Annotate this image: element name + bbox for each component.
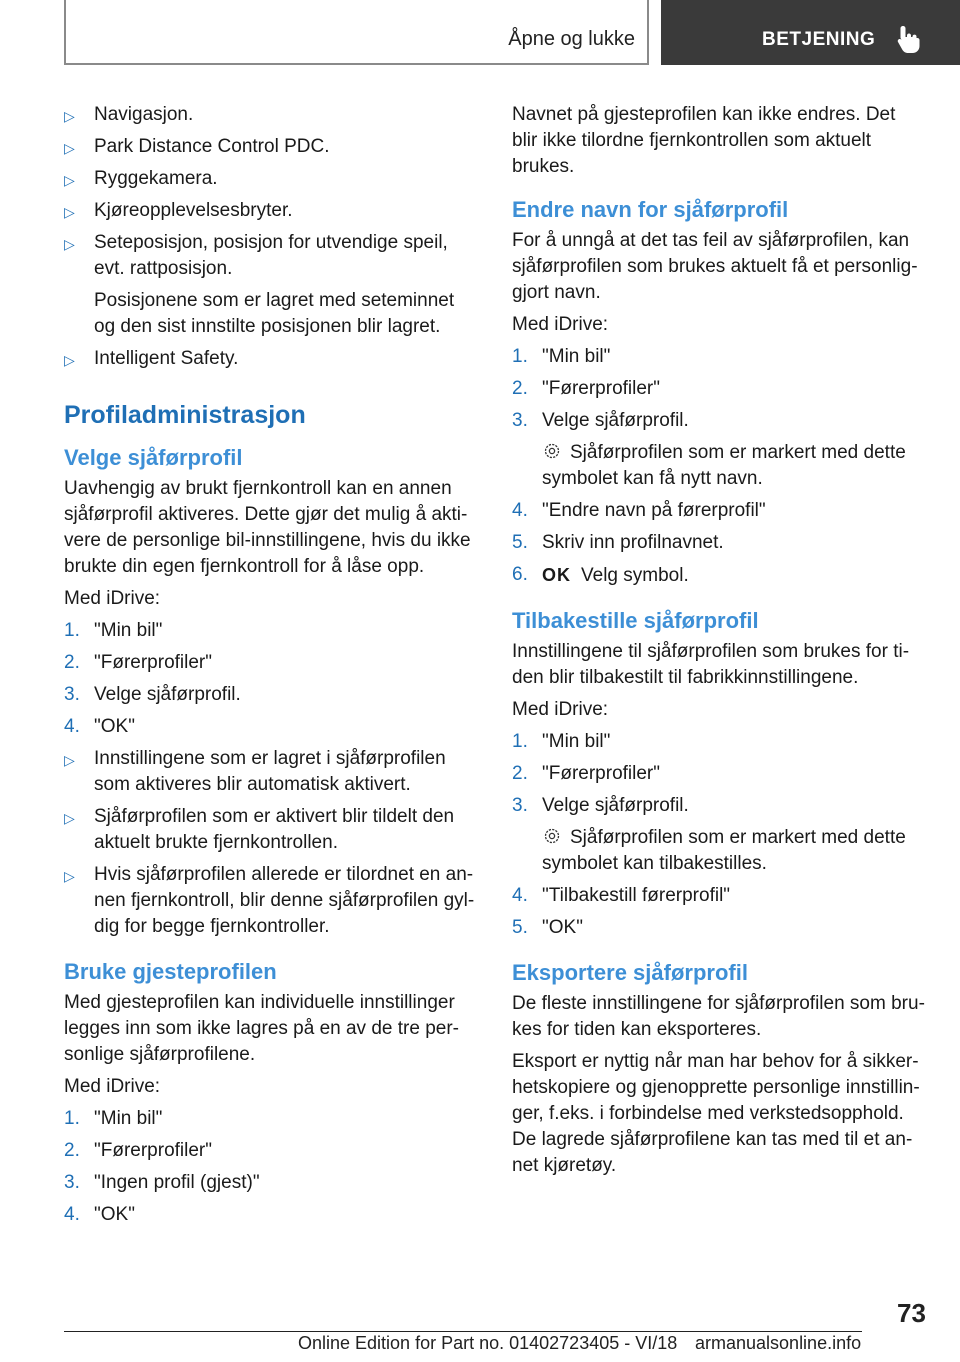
step-item: 2. "Førerprofiler" (64, 652, 212, 673)
list-item: ▷ Hvis sjåførprofilen allerede er tilordnet en annen fjernkontroll, blir denne sjåførprofilen gyldig for begge fjernkontroller. (64, 864, 475, 937)
bullet-note: Posisjonene som er lagret med seteminnet og den sist innstilte posisjonen blir lagret. (94, 290, 455, 337)
chapter-tab (661, 0, 960, 65)
heading-bruke-gjesteprofilen: Bruke gjesteprofilen (64, 959, 277, 984)
bullet-triangle-icon: ▷ (64, 204, 75, 220)
step-item: 2. "Førerprofiler" (512, 763, 660, 784)
step-item: 3. Velge sjåførprofil. (64, 684, 241, 705)
header-bottom-rule (64, 63, 649, 65)
step-item: 5. Skriv inn profilnavnet. (512, 532, 724, 553)
footer-rule (64, 1331, 862, 1332)
bullet-triangle-icon: ▷ (64, 172, 75, 188)
footer-edition: Online Edition for Part no. 01402723405 - VI/18 (298, 1333, 678, 1353)
step-item: 4. "Tilbakestill førerprofil" (512, 885, 731, 906)
step-item: 4. "OK" (64, 716, 135, 737)
heading-velge-sjaforprofil: Velge sjåførprofil (64, 445, 243, 470)
paragraph-idrive: Med iDrive: (64, 588, 161, 609)
footer-watermark: armanualsonline.info (695, 1333, 862, 1353)
gear-icon (542, 441, 562, 461)
step-note: Sjåførprofilen som er markert med dette symbolet kan tilbakestilles. (542, 827, 906, 874)
paragraph-idrive: Med iDrive: (64, 1076, 161, 1097)
step-item: 3. Velge sjåførprofil. (512, 410, 689, 431)
list-item: ▷ Seteposisjon, posisjon for utvendige speil, evt. rattposisjon. Posisjonene som er lagret med seteminnet og den sist innstilte posisjonen blir lagret. (64, 230, 477, 340)
paragraph: Med gjesteprofilen kan individuelle innstillinger legges inn som ikke lagres på en av de tre personlige sjåførprofilene. (64, 992, 459, 1065)
step-note: Sjåførprofilen som er markert med dette symbolet kan få nytt navn. (542, 442, 906, 489)
bullet-triangle-icon: ▷ (64, 810, 75, 826)
paragraph: For å unngå at det tas feil av sjåførprofilen, kan sjåførprofilen som brukes aktuelt få et personliggjort navn. (512, 230, 918, 303)
list-item: ▷ Ryggekamera. (64, 166, 477, 192)
list-item: ▷ Kjøreopplevelsesbryter. (64, 198, 477, 224)
left-column (64, 102, 477, 1234)
list-item: ▷ Sjåførprofilen som er aktivert blir tildelt den aktuelt brukte fjernkontrollen. (64, 806, 455, 853)
step-item: 4. "OK" (64, 1204, 135, 1225)
section-title: Åpne og lukke (508, 28, 635, 50)
heading-profiladministrasjon: Profiladministrasjon (64, 401, 306, 429)
step-item: 1. "Min bil" (512, 346, 611, 367)
paragraph: Innstillingene til sjåførprofilen som brukes for tiden blir tilbakestilt til fabrikkinnstillingene. (512, 641, 910, 688)
hand-pointer-icon (896, 24, 922, 54)
bullet-triangle-icon: ▷ (64, 868, 75, 884)
bullet-triangle-icon: ▷ (64, 352, 75, 368)
step-item: 3. Velge sjåførprofil. (512, 795, 689, 816)
gear-icon (542, 826, 562, 846)
page-number: 73 (897, 1298, 926, 1328)
step-item: 1. "Min bil" (64, 1108, 163, 1129)
bullet-triangle-icon: ▷ (64, 236, 75, 252)
paragraph-idrive: Med iDrive: (512, 314, 609, 335)
step-item: 2. "Førerprofiler" (512, 378, 660, 399)
ok-symbol-icon: OK (542, 565, 571, 585)
paragraph: Uavhengig av brukt fjernkontroll kan en annen sjåførprofil aktiveres. Dette gjør det mulig å aktivere de personlige bil-innstillingene, hvis du ikke brukte din egen fjernkontroll for å låse opp. (64, 478, 471, 577)
step-item: 5. "OK" (512, 917, 583, 938)
step-item: 3. "Ingen profil (gjest)" (64, 1172, 260, 1193)
step-item: 1. "Min bil" (512, 731, 611, 752)
heading-endre-navn: Endre navn for sjåførprofil (512, 197, 789, 222)
bullet-triangle-icon: ▷ (64, 108, 75, 124)
paragraph: De fleste innstillingene for sjåførprofilen som brukes for tiden kan eksporteres. (512, 993, 925, 1040)
paragraph: Eksport er nyttig når man har behov for å sikkerhetskopiere og gjenopprette personlige innstillinger, f.eks. i forbindelse med verkstedsopphold. De lagrede sjåførprofilene kan tas med til et annet kjøretøy. (512, 1051, 920, 1176)
step-item: 2. "Førerprofiler" (64, 1140, 212, 1161)
heading-eksportere: Eksportere sjåførprofil (512, 960, 748, 985)
bullet-triangle-icon: ▷ (64, 140, 75, 156)
heading-tilbakestille: Tilbakestille sjåførprofil (512, 608, 759, 633)
header-right-rule (647, 0, 649, 64)
paragraph-idrive: Med iDrive: (512, 699, 609, 720)
step-item: 4. "Endre navn på førerprofil" (512, 500, 766, 521)
list-item: ▷ Park Distance Control PDC. (64, 134, 477, 160)
step-item: 1. "Min bil" (64, 620, 163, 641)
list-item: ▷ Navigasjon. (64, 102, 477, 128)
header-left-rule (64, 0, 66, 64)
list-item: ▷ Intelligent Safety. (64, 346, 477, 372)
list-item: ▷ Innstillingene som er lagret i sjåførprofilen som aktiveres blir automatisk aktivert. (64, 748, 446, 795)
step-item: 6. OK Velg symbol. (512, 564, 689, 586)
paragraph-intro: Navnet på gjesteprofilen kan ikke endres. Det blir ikke tilordne fjernkontrollen som aktuelt brukes. (512, 104, 896, 177)
right-column (512, 102, 925, 1185)
bullet-triangle-icon: ▷ (64, 752, 75, 768)
chapter-label: BETJENING (762, 29, 876, 50)
